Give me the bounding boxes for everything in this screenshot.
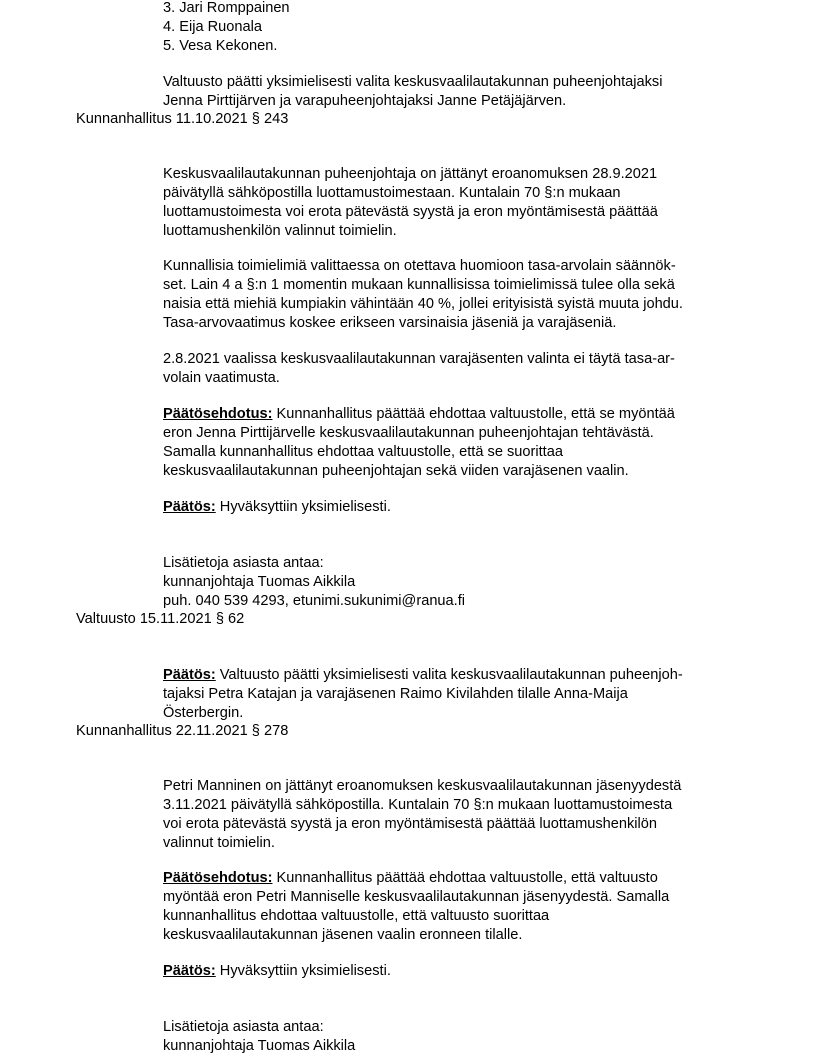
proposal-line — [163, 405, 675, 424]
proposal-text: Kunnanhallitus päättää ehdottaa valtuustolle, että valtuusto — [272, 870, 658, 886]
decision-label: Päätös: — [163, 499, 216, 515]
paragraph-line: valinnut toimielin. — [163, 835, 275, 851]
member-list-item: 5. Vesa Kekonen. — [163, 38, 278, 54]
contact-line: kunnanjohtaja Tuomas Aikkila — [163, 1038, 356, 1054]
decision-line: Österbergin. — [163, 705, 244, 721]
paragraph-line: volain vaatimusta. — [163, 370, 280, 386]
paragraph-line: Petri Manninen on jättänyt eroanomuksen keskusvaalilautakunnan jäsenyydestä — [163, 778, 682, 794]
paragraph-line: luottamushenkilön valinnut toimielin. — [163, 223, 397, 239]
proposal-text: Kunnanhallitus päättää ehdottaa valtuustolle, että se myöntää — [272, 406, 675, 422]
contact-line: puh. 040 539 4293, etunimi.sukunimi@ranua.fi — [163, 593, 466, 609]
proposal-line — [163, 869, 658, 888]
decision-line — [163, 498, 391, 517]
decision-text: Hyväksyttiin yksimielisesti. — [215, 963, 391, 979]
proposal-line: myöntää eron Petri Manniselle keskusvaalilautakunnan jäsenyydestä. Samalla — [163, 889, 670, 905]
decision-line: Jenna Pirttijärven ja varapuheenjohtajaksi Janne Petäjäjärven. — [163, 93, 567, 109]
proposal-label: Päätösehdotus: — [163, 870, 273, 886]
decision-line: Valtuusto päätti yksimielisesti valita keskusvaalilautakunnan puheenjohtajaksi — [163, 74, 663, 90]
decision-label: Päätös: — [163, 963, 216, 979]
proposal-line: keskusvaalilautakunnan puheenjohtajan sekä viiden varajäsenen vaalin. — [163, 463, 629, 479]
paragraph-line: set. Lain 4 a §:n 1 momentin mukaan kunnallisissa toimielimissä tulee olla sekä — [163, 277, 675, 293]
decision-line — [163, 666, 683, 685]
proposal-line: eron Jenna Pirttijärvelle keskusvaalilautakunnan puheenjohtajan tehtävästä. — [163, 425, 654, 441]
paragraph-line: Kunnallisia toimielimiä valittaessa on otettava huomioon tasa-arvolain säännök- — [163, 258, 676, 274]
decision-text: Hyväksyttiin yksimielisesti. — [215, 499, 391, 515]
contact-line: Lisätietoja asiasta antaa: — [163, 1019, 324, 1035]
proposal-line: kunnanhallitus ehdottaa valtuustolle, että valtuusto suorittaa — [163, 908, 550, 924]
paragraph-line: naisia että miehiä kumpiakin vähintään 40 %, jollei erityisistä syistä muuta johdu. — [163, 296, 683, 312]
paragraph-line: 3.11.2021 päivätyllä sähköpostilla. Kuntalain 70 §:n mukaan luottamustoimesta — [163, 797, 673, 813]
proposal-line: Samalla kunnanhallitus ehdottaa valtuustolle, että se suorittaa — [163, 444, 563, 460]
paragraph-line: päivätyllä sähköpostilla luottamustoimestaan. Kuntalain 70 §:n mukaan — [163, 185, 621, 201]
member-list-item: 3. Jari Romppainen — [163, 0, 290, 16]
proposal-label: Päätösehdotus: — [163, 406, 273, 422]
contact-line: Lisätietoja asiasta antaa: — [163, 555, 324, 571]
decision-text: Valtuusto päätti yksimielisesti valita keskusvaalilautakunnan puheenjoh- — [215, 667, 683, 683]
contact-line: kunnanjohtaja Tuomas Aikkila — [163, 574, 356, 590]
section-heading: Kunnanhallitus 22.11.2021 § 278 — [76, 723, 289, 739]
paragraph-line: Tasa-arvovaatimus koskee erikseen varsinaisia jäseniä ja varajäseniä. — [163, 315, 617, 331]
member-list-item: 4. Eija Ruonala — [163, 19, 262, 35]
paragraph-line: Keskusvaalilautakunnan puheenjohtaja on jättänyt eroanomuksen 28.9.2021 — [163, 166, 658, 182]
decision-line: tajaksi Petra Katajan ja varajäsenen Raimo Kivilahden tilalle Anna-Maija — [163, 686, 628, 702]
proposal-line: keskusvaalilautakunnan jäsenen vaalin eronneen tilalle. — [163, 927, 523, 943]
paragraph-line: 2.8.2021 vaalissa keskusvaalilautakunnan varajäsenten valinta ei täytä tasa-ar- — [163, 351, 675, 367]
paragraph-line: luottamustoimesta voi erota pätevästä syystä ja eron myöntämisestä päättää — [163, 204, 658, 220]
decision-line — [163, 962, 391, 981]
section-heading: Valtuusto 15.11.2021 § 62 — [76, 611, 245, 627]
section-heading: Kunnanhallitus 11.10.2021 § 243 — [76, 111, 289, 127]
paragraph-line: voi erota pätevästä syystä ja eron myöntämisestä päättää luottamushenkilön — [163, 816, 658, 832]
decision-label: Päätös: — [163, 667, 216, 683]
